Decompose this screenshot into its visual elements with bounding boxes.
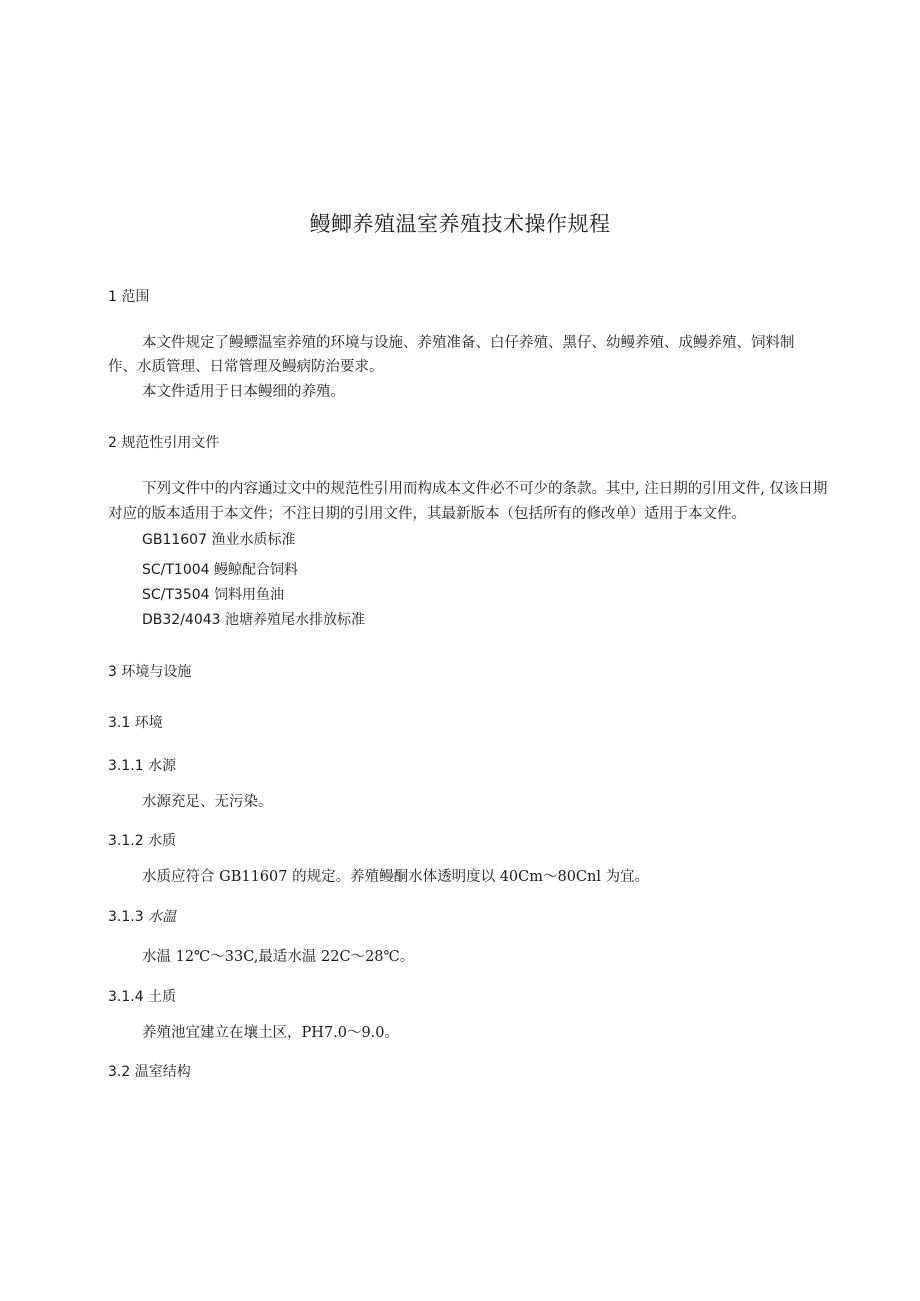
section-3-heading: 3 环境与设施 xyxy=(108,664,192,680)
reference-item: DB32/4043 池塘养殖尾水排放标准 xyxy=(142,612,365,628)
section-3-1-4-text: 养殖池宜建立在壤土区，PH7.0～9.0。 xyxy=(142,1025,400,1041)
section-3-1-3-title: 水温 xyxy=(148,909,177,925)
section-3-1-3-heading xyxy=(108,908,176,926)
section-3-1-1-heading: 3.1.1 水源 xyxy=(108,758,177,774)
section-3-1-heading: 3.1 环境 xyxy=(108,715,163,731)
section-2-paragraph-line-2: 对应的版本适用于本文件；不注日期的引用文件，其最新版本（包括所有的修改单）适用于本文件。 xyxy=(108,506,746,522)
section-1-paragraph-1-line-1: 本文件规定了鳗鳔温室养殖的环境与设施、养殖准备、白仔养殖、黑仔、幼鳗养殖、成鳗养殖、饲料制 xyxy=(142,335,795,351)
section-3-1-2-text: 水质应符合 GB11607 的规定。养殖鳗酮水体透明度以 40Cm～80Cnl 为宜。 xyxy=(142,869,650,885)
reference-item: SC/T1004 鳗鲸配合饲料 xyxy=(142,562,299,578)
section-1-paragraph-1-line-2: 作、水质管理、日常管理及鳗病防治要求。 xyxy=(108,359,384,375)
section-3-1-4-heading: 3.1.4 土质 xyxy=(108,989,177,1005)
section-3-1-3-number: 3.1.3 xyxy=(108,909,149,925)
section-1-paragraph-2: 本文件适用于日本鳗细的养殖。 xyxy=(142,384,345,400)
section-2-heading: 2 规范性引用文件 xyxy=(108,435,220,451)
reference-item: GB11607 渔业水质标准 xyxy=(142,532,296,548)
section-2-paragraph-line-1: 下列文件中的内容通过文中的规范性引用而构成本文件必不可少的条款。其中, 注日期的引用文件, 仅该日期 xyxy=(142,481,828,497)
section-1-heading: 1 范围 xyxy=(108,289,150,305)
section-3-1-1-text: 水源充足、无污染。 xyxy=(142,794,273,810)
section-3-1-3-text: 水温 12℃～33C,最适水温 22C～28℃。 xyxy=(142,949,415,965)
section-3-1-2-heading: 3.1.2 水质 xyxy=(108,833,177,849)
section-3-2-heading: 3.2 温室结构 xyxy=(108,1064,191,1080)
reference-item: SC/T3504 饲料用鱼油 xyxy=(142,587,285,603)
document-title: 鳗鲫养殖温室养殖技术操作规程 xyxy=(309,212,611,236)
